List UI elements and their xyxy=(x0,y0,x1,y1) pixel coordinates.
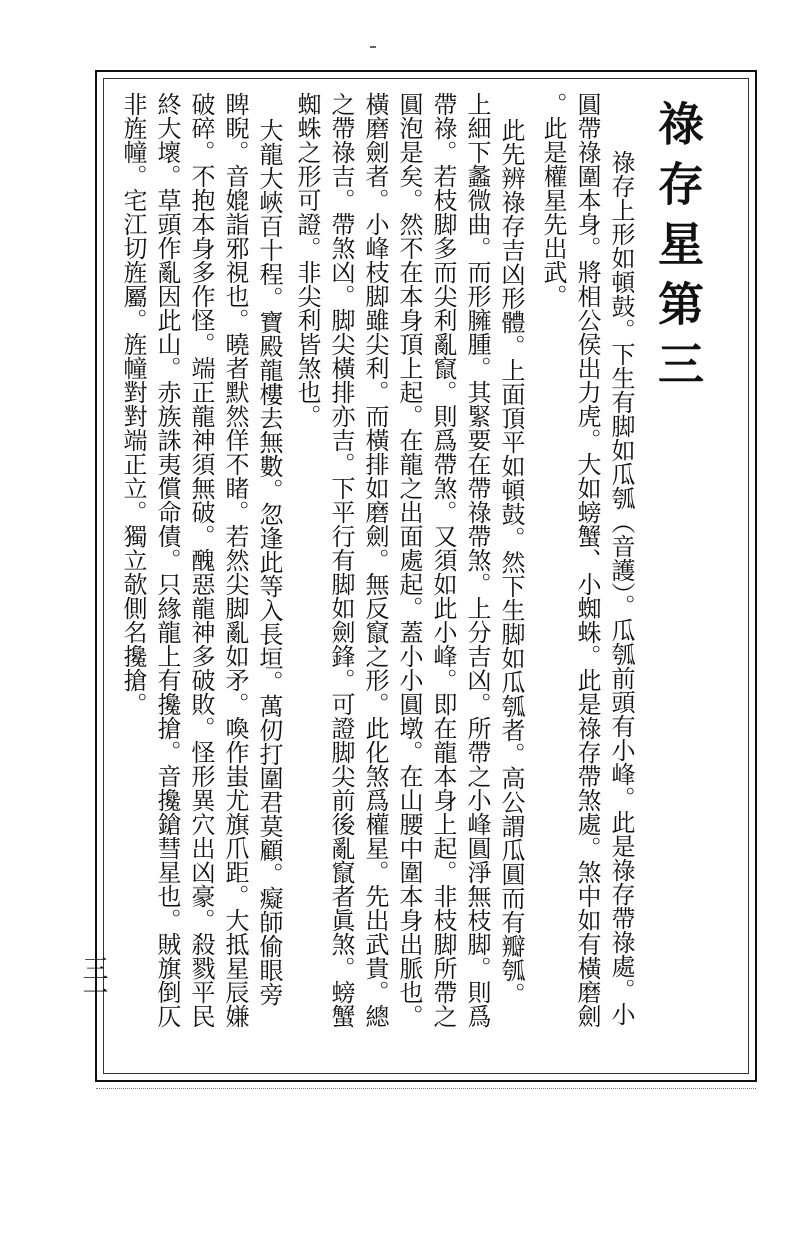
text-column: 非旌幢。宅江切旌屬。旌幢對對端正立。獨立欹側名攙搶。 xyxy=(119,92,147,716)
text-column: 圓泡是矣。然不在本身頂上起。在龍之出面處起。蓋小小圓墩。在山腰中圍本身出脈也。 xyxy=(395,92,423,1028)
page-number: 三一 xyxy=(78,955,108,1003)
text-column: 睥睨。音媲詣邪視也。曉者默然佯不睹。若然尖脚亂如矛。喚作蚩尤旗爪距。大抵星辰嫌 xyxy=(221,92,249,1028)
text-column: 帶祿。若枝脚多而尖利亂竄。則爲帶煞。又須如此小峰。即在龍本身上起。非枝脚所帶之 xyxy=(429,92,457,1028)
text-column: 。此是權星先出武。 xyxy=(539,92,567,308)
text-column: 蜘蛛之形可證。非尖利皆煞也。 xyxy=(293,92,321,428)
text-column: 之帶祿吉。帶煞凶。脚尖橫排亦吉。下平行有脚如劍鋒。可證脚尖前後亂竄者眞煞。螃蟹 xyxy=(327,92,355,1028)
text-column: 此先辨祿存吉凶形體。上面頂平如頓鼓。然下生脚如瓜瓠者。高公謂瓜圓而有瓣瓠。 xyxy=(497,118,525,1006)
text-column: 橫磨劍者。小峰枝脚雖尖利。而橫排如磨劍。無反竄之形。此化煞爲權星。先出武貴。總 xyxy=(361,92,389,1028)
text-column: 祿存上形如頓鼓。下生有脚如瓜瓠（音護）。瓜瓠前頭有小峰。此是祿存帶祿處。小 xyxy=(607,150,635,1026)
scan-mark xyxy=(370,46,376,48)
chapter-title: 祿存星第三 xyxy=(651,100,705,400)
text-column: 大龍大峽百十程。寶殿龍樓去無數。忽逢此等入長垣。萬仞打圍君莫顧。癡師偷眼旁 xyxy=(255,118,283,1006)
text-column: 破碎。不抱本身多作怪。端正龍神須無破。醜惡龍神多破敗。怪形異穴出凶豪。殺戮平民 xyxy=(187,92,215,1028)
text-column: 終大壞。草頭作亂因此山。赤族誅夷償命債。只緣龍上有攙搶。音攙鎗彗星也。賊旗倒仄 xyxy=(153,92,181,1028)
text-column: 上細下蠡微曲。而形臃腫。其緊要在帶祿帶煞。上分吉凶。所帶之小峰圓淨無枝脚。則爲 xyxy=(463,92,491,1028)
bottom-scan-rule xyxy=(96,1088,756,1089)
text-column: 圓帶祿圍本身。將相公侯出力虎。大如螃蟹、小蜘蛛。此是祿存帶煞處。煞中如有橫磨劍 xyxy=(573,92,601,1028)
